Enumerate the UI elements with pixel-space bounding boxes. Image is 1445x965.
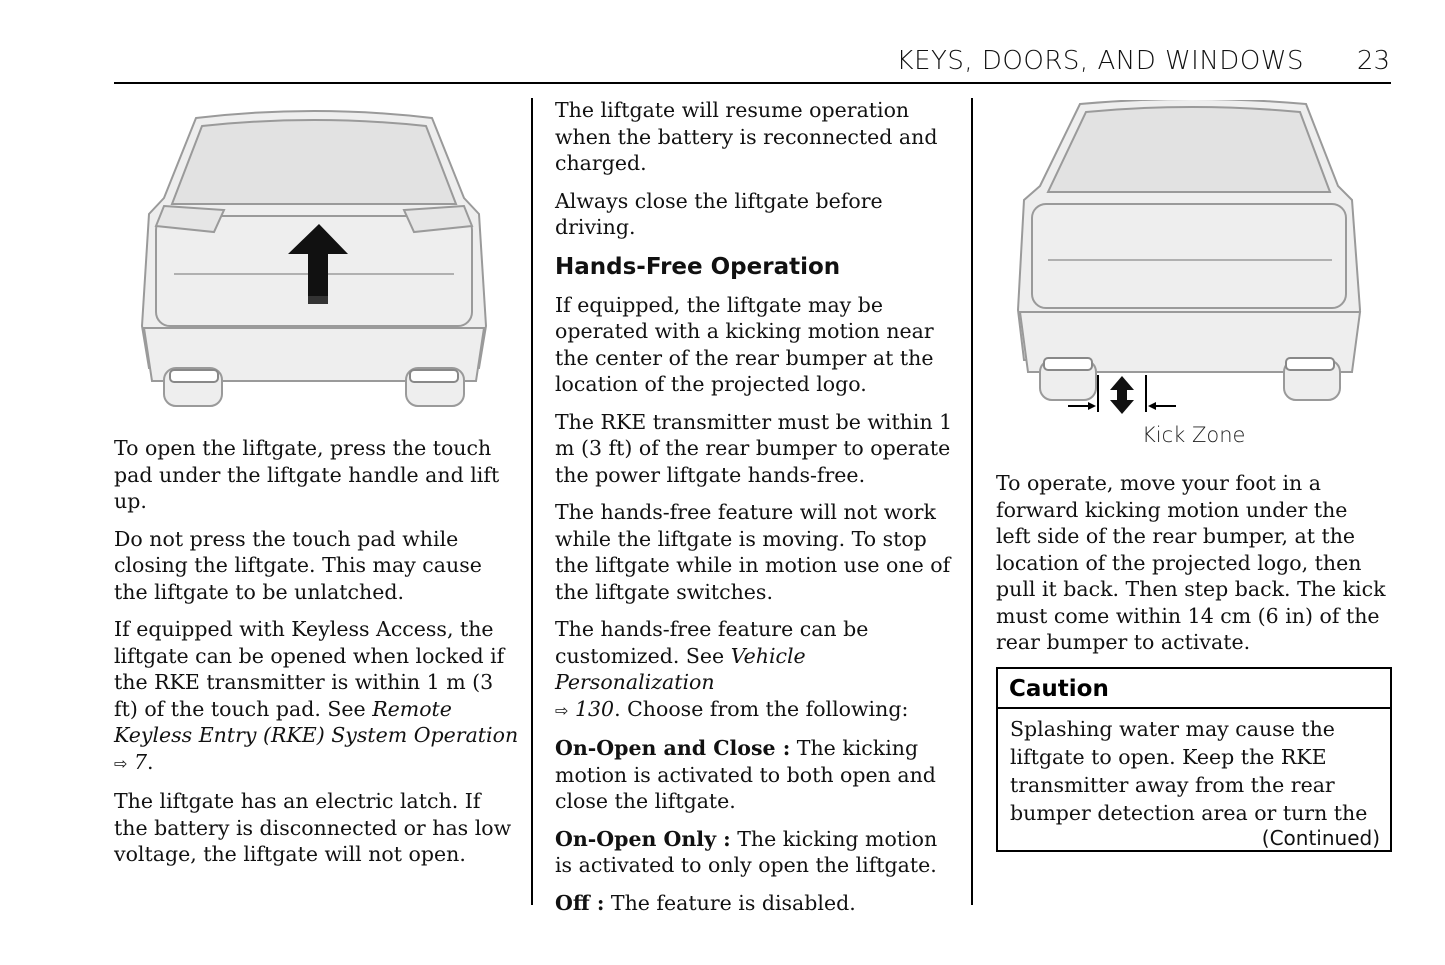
option-description: The kicking motion is activated to only open the liftgate. [555, 826, 938, 877]
caution-body: Splashing water may cause the liftgate to open. Keep the RKE transmitter away from the rear bumper detection area or turn the [1010, 717, 1368, 825]
option-description: The feature is disabled. [604, 890, 856, 915]
paragraph: If equipped, the liftgate may be operated with a kicking motion near the center of the rear bumper at the location of the projected logo. [555, 292, 934, 396]
option-description: The kicking motion is activated to both open and close the liftgate. [555, 736, 936, 813]
paragraph-text: If equipped with Keyless Access, the liftgate can be opened when locked if the RKE transmitter is within 1 m (3 ft) of the touch pad. See [114, 617, 505, 721]
page-reference-icon: ⇨ [114, 753, 128, 773]
caution-box [996, 667, 1392, 852]
option-term: Off : [555, 890, 605, 915]
running-header-title: KEYS, DOORS, AND WINDOWS [896, 46, 1304, 76]
paragraph: To open the liftgate, press the touch pad under the liftgate handle and lift up. [114, 436, 500, 513]
paragraph-text: The hands-free feature can be customized. See [555, 617, 869, 668]
page-number: 23 [1356, 46, 1390, 76]
column-3 [996, 470, 1388, 667]
liftgate-touchpad-illustration [134, 106, 494, 411]
punctuation: . [146, 749, 154, 774]
continued-label: (Continued) [1261, 826, 1380, 850]
paragraph: The liftgate has an electric latch. If the battery is disconnected or has low voltage, the liftgate will not open. [114, 789, 512, 866]
paragraph: Always close the liftgate before driving. [555, 188, 883, 239]
paragraph-text: . Choose from the following: [614, 696, 909, 721]
caution-title: Caution [998, 669, 1390, 709]
kick-motion-arrow-icon [1110, 376, 1134, 414]
option-term: On-Open Only : [555, 826, 731, 851]
paragraph: Do not press the touch pad while closing the liftgate. This may cause the liftgate to be unlatched. [114, 526, 482, 604]
paragraph: The RKE transmitter must be within 1 m (3 ft) of the rear bumper to operate the power liftgate hands-free. [555, 409, 953, 487]
cross-reference-link[interactable]: Vehicle Personalization [555, 643, 806, 694]
header-rule [114, 82, 1391, 84]
paragraph [114, 616, 519, 777]
column-divider-2 [971, 98, 973, 905]
option-term: On-Open and Close : [555, 736, 791, 760]
paragraph: The liftgate will resume operation when the battery is reconnected and charged. [555, 98, 938, 175]
column-divider-1 [531, 98, 533, 905]
cross-reference-link[interactable]: Remote Keyless Entry (RKE) System Operation [114, 696, 519, 747]
paragraph [555, 616, 955, 724]
column-2 [555, 97, 955, 927]
cross-reference-page[interactable]: 7 [133, 749, 147, 774]
paragraph: To operate, move your foot in a forward kicking motion under the left side of the rear bumper, at the location of the projected logo, then pull it back. Then step back. The kick must come within 14 cm (6 in) of the rear bumper to activate. [996, 471, 1386, 654]
kick-zone-label: Kick Zone [1142, 423, 1246, 447]
option-item [555, 890, 955, 917]
cross-reference-page[interactable]: 130 [574, 696, 615, 721]
column-1 [114, 435, 519, 879]
option-item [555, 826, 955, 879]
section-heading: Hands-Free Operation [555, 253, 841, 280]
option-item [555, 735, 955, 815]
paragraph: The hands-free feature will not work while the liftgate is moving. To stop the liftgate while in motion use one of the liftgate switches. [555, 500, 951, 604]
kick-zone-illustration [1016, 100, 1366, 420]
page-reference-icon: ⇨ [555, 700, 569, 720]
